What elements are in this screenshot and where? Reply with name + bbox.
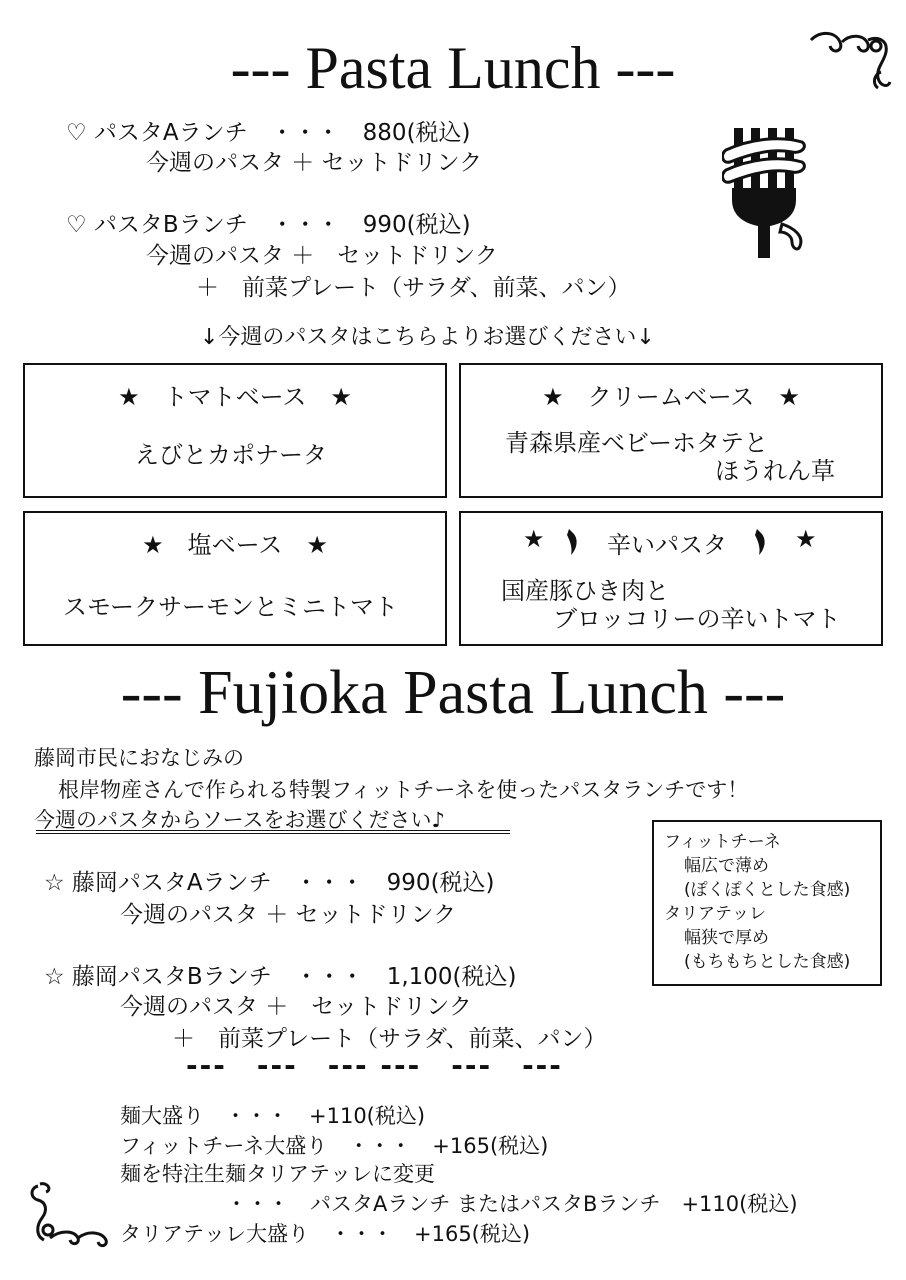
box-spicy-star-left: ★ — [523, 525, 545, 553]
menu-b-desc: 今週のパスタ ＋ セットドリンク — [146, 243, 498, 269]
fujioka-a-desc: 今週のパスタ ＋ セットドリンク — [120, 902, 457, 928]
box-cream — [459, 363, 883, 498]
menu-a-title: ♡ パスタAランチ ・・・ 880(税込) — [66, 120, 471, 146]
choose-note: ↓今週のパスタはこちらよりお選びください↓ — [200, 325, 655, 350]
ornament-bottom-left-icon — [28, 1180, 118, 1250]
box-spicy-line-2: ブロッコリーの辛いトマト — [553, 605, 841, 633]
intro-underline — [36, 830, 510, 834]
box-cream-line-1: 青森県産ベビーホタテと — [505, 429, 769, 457]
option-line: タリアテッレ大盛り ・・・ +165(税込) — [120, 1222, 531, 1246]
fujioka-a-title: ☆ 藤岡パスタAランチ ・・・ 990(税込) — [44, 870, 495, 896]
option-line: ・・・ パスタAランチ またはパスタBランチ +110(税込) — [226, 1192, 798, 1216]
box-spicy-head: 辛いパスタ — [607, 531, 727, 559]
fujioka-b-title: ☆ 藤岡パスタBランチ ・・・ 1,100(税込) — [44, 964, 517, 990]
chili-pepper-icon — [751, 527, 771, 557]
box-spicy-line-1: 国産豚ひき肉と — [501, 577, 669, 605]
noodle-note-line: (ぽくぽくとした食感) — [684, 880, 851, 900]
noodle-note-box — [652, 820, 882, 986]
box-spicy — [459, 511, 883, 646]
box-tomato-head: ★ トマトベース ★ — [118, 383, 352, 411]
noodle-note-line: (もちもちとした食感) — [684, 952, 851, 972]
option-line: 麺を特注生麺タリアテッレに変更 — [120, 1162, 435, 1186]
intro-line-2: 根岸物産さんで作られる特製フィットチーネを使ったパスタランチです！ — [58, 778, 749, 802]
box-cream-line-2: ほうれん草 — [715, 457, 835, 485]
intro-line-3: 今週のパスタからソースをお選びください♪ — [34, 808, 445, 832]
page-title: --- Pasta Lunch --- — [230, 35, 676, 101]
noodle-note-line: 幅広で薄め — [684, 856, 769, 876]
box-salt-head: ★ 塩ベース ★ — [142, 531, 328, 559]
noodle-note-line: タリアテッレ — [664, 904, 766, 924]
intro-line-1: 藤岡市民におなじみの — [34, 746, 244, 770]
divider: --- --- --- --- --- --- — [186, 1049, 563, 1082]
fujioka-b-desc-extra: ＋ 前菜プレート（サラダ、前菜、パン） — [172, 1026, 607, 1052]
box-tomato — [23, 363, 447, 498]
section-title-fujioka: --- Fujioka Pasta Lunch --- — [120, 659, 786, 727]
option-line: 麺大盛り ・・・ +110(税込) — [120, 1104, 426, 1128]
menu-b-desc-extra: ＋ 前菜プレート（サラダ、前菜、パン） — [196, 275, 631, 301]
menu-a-desc: 今週のパスタ ＋ セットドリンク — [146, 150, 483, 176]
box-salt — [23, 511, 447, 646]
box-tomato-line: えびとカポナータ — [135, 441, 327, 469]
box-cream-head: ★ クリームベース ★ — [542, 383, 800, 411]
menu-b-title: ♡ パスタBランチ ・・・ 990(税込) — [66, 212, 471, 238]
option-line: フィットチーネ大盛り ・・・ +165(税込) — [120, 1134, 549, 1158]
chili-pepper-icon — [563, 527, 583, 557]
box-salt-line: スモークサーモンとミニトマト — [63, 593, 399, 621]
box-spicy-star-right: ★ — [795, 525, 817, 553]
fujioka-b-desc: 今週のパスタ ＋ セットドリンク — [120, 994, 472, 1020]
noodle-note-line: 幅狭で厚め — [684, 928, 769, 948]
fork-pasta-icon — [722, 128, 812, 258]
noodle-note-line: フィットチーネ — [664, 832, 781, 852]
